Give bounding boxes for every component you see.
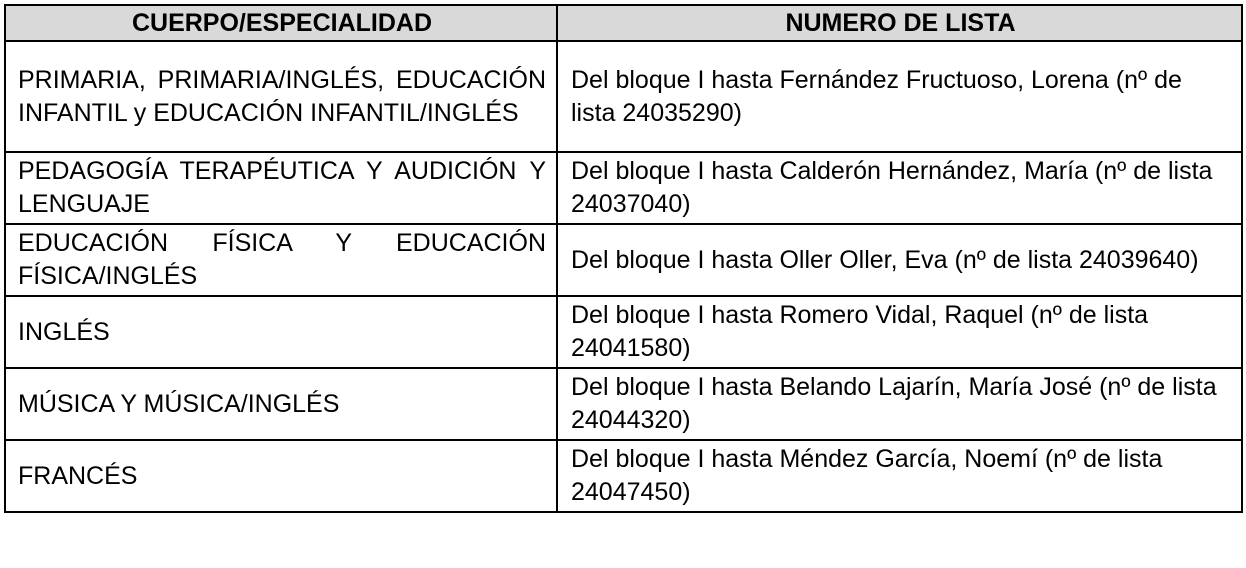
- numero-lista-cell: Del bloque I hasta Romero Vidal, Raquel (nº de lista 24041580): [557, 296, 1242, 368]
- especialidad-cell: PRIMARIA, PRIMARIA/INGLÉS, EDUCACIÓN INFANTIL y EDUCACIÓN INFANTIL/INGLÉS: [5, 41, 557, 152]
- table-row: [5, 224, 1242, 296]
- header-cuerpo-especialidad: CUERPO/ESPECIALIDAD: [5, 5, 557, 41]
- especialidad-cell: INGLÉS: [5, 296, 557, 368]
- numero-lista-cell: Del bloque I hasta Fernández Fructuoso, Lorena (nº de lista 24035290): [557, 41, 1242, 152]
- header-row: [5, 5, 1242, 41]
- numero-lista-cell: Del bloque I hasta Calderón Hernández, María (nº de lista 24037040): [557, 152, 1242, 224]
- table-header: [5, 5, 1242, 41]
- numero-lista-cell: Del bloque I hasta Méndez García, Noemí (nº de lista 24047450): [557, 440, 1242, 512]
- numero-lista-cell: Del bloque I hasta Oller Oller, Eva (nº de lista 24039640): [557, 224, 1242, 296]
- especialidad-cell: PEDAGOGÍA TERAPÉUTICA Y AUDICIÓN Y LENGUAJE: [5, 152, 557, 224]
- especialidad-cell: FRANCÉS: [5, 440, 557, 512]
- table-row: [5, 41, 1242, 152]
- table-row: [5, 368, 1242, 440]
- table-row: [5, 440, 1242, 512]
- numero-lista-cell: Del bloque I hasta Belando Lajarín, María José (nº de lista 24044320): [557, 368, 1242, 440]
- especialidad-cell: EDUCACIÓN FÍSICA Y EDUCACIÓN FÍSICA/INGLÉS: [5, 224, 557, 296]
- especialidades-table: [4, 4, 1243, 513]
- especialidad-cell: MÚSICA Y MÚSICA/INGLÉS: [5, 368, 557, 440]
- table-body: [5, 41, 1242, 512]
- table-row: [5, 296, 1242, 368]
- header-numero-de-lista: NUMERO DE LISTA: [557, 5, 1242, 41]
- table-row: [5, 152, 1242, 224]
